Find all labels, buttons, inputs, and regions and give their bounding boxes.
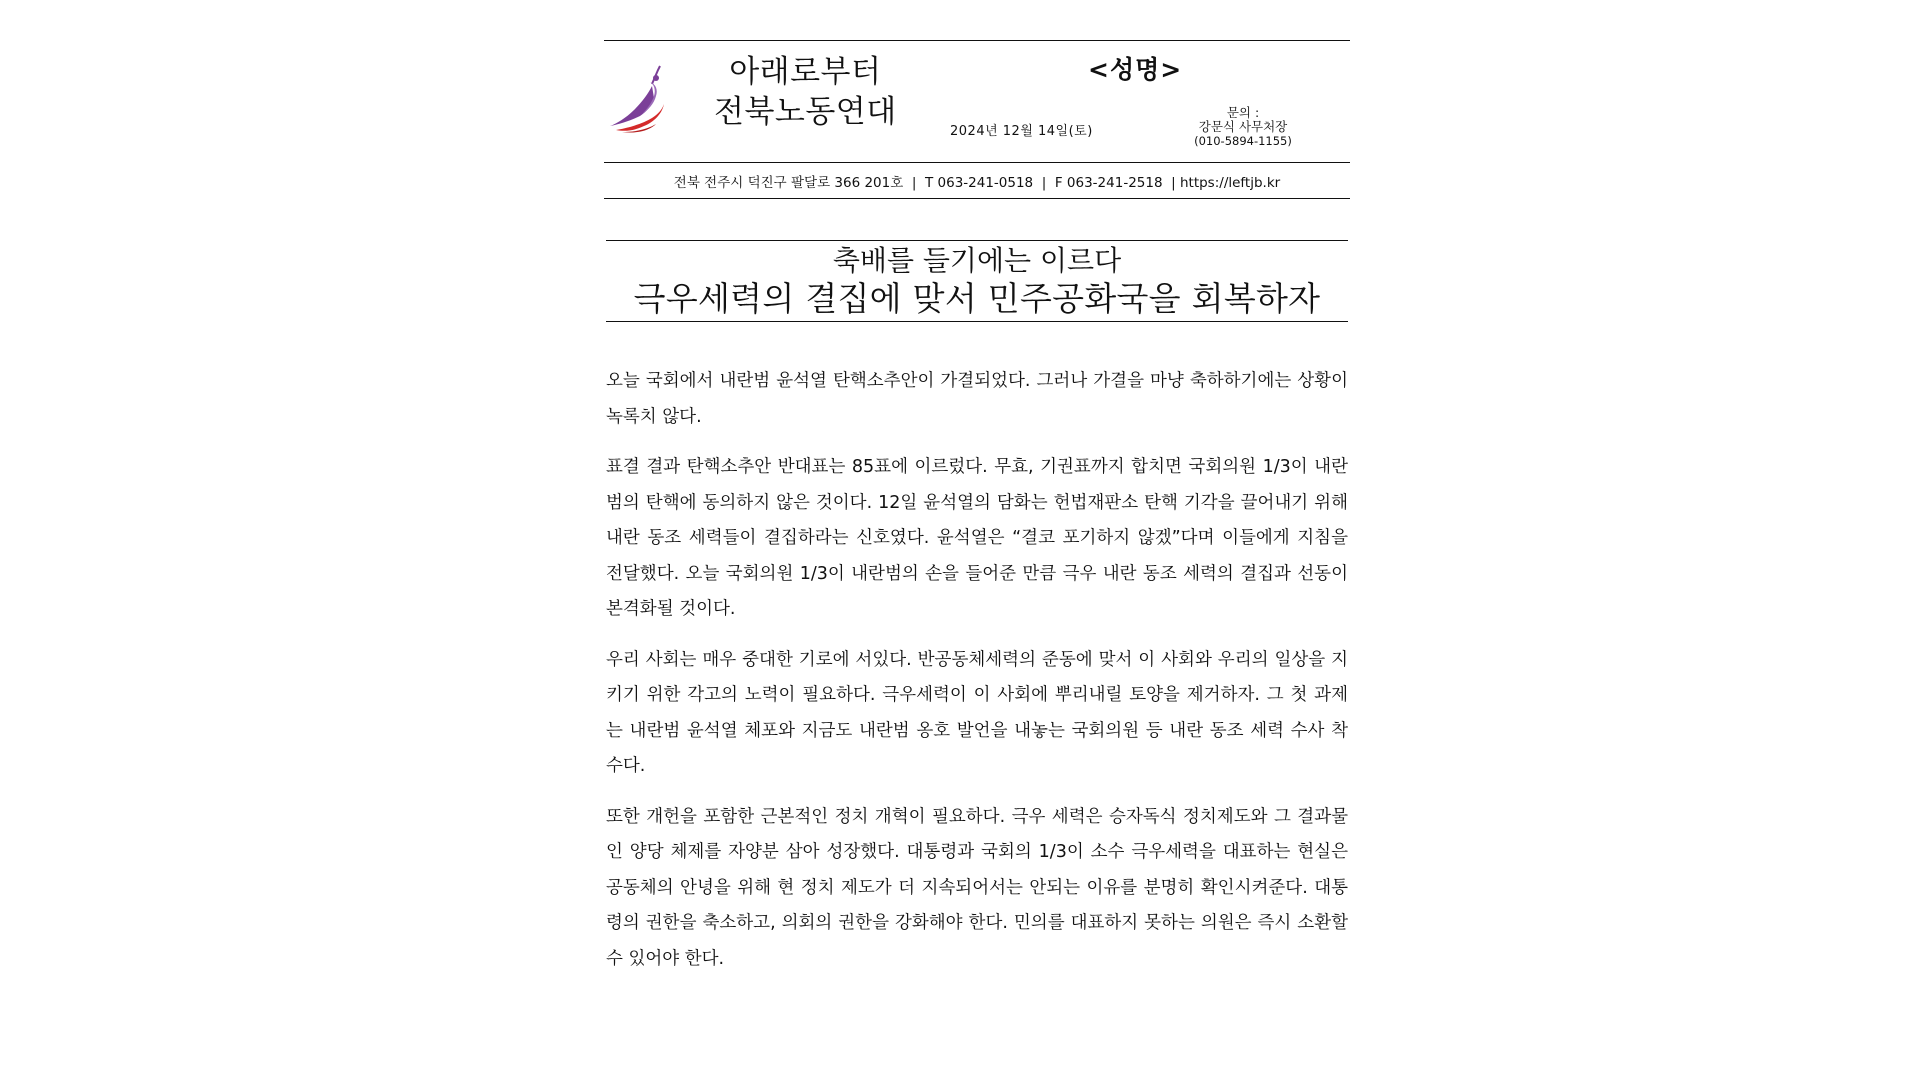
org-name-line2: 전북노동연대 [714,94,897,130]
paragraph: 표결 결과 탄핵소추안 반대표는 85표에 이르렀다. 무효, 기권표까지 합치면 국회의원 1/3이 내란범의 탄핵에 동의하지 않은 것이다. 12일 윤석열의 담화는 헌법재판소 탄핵 기각을 끌어내기 위해 내란 동조 세력들이 결집하라는 신호였다. 윤석열은 “결코 포기하지 않겠”다며 이들에게 지침을 전달했다. 오늘 국회의원 1/3이 내란범의 손을 들어준 만큼 극우 내란 동조 세력의 결집과 선동이 본격화될 것이다. [606,457,1348,619]
paragraph: 우리 사회는 매우 중대한 기로에 서있다. 반공동체세력의 준동에 맞서 이 사회와 우리의 일상을 지키기 위한 각고의 노력이 필요하다. 극우세력이 이 사회에 뿌리내릴 토양을 제거하자. 그 첫 과제는 내란범 윤석열 체포와 지금도 내란범 옹호 발언을 내놓는 국회의원 등 내란 동조 세력 수사 착수다. [606,649,1348,776]
title-block [606,240,1348,322]
statement-body [606,364,1348,992]
issue-date: 2024년 12월 14일(토) [950,124,1093,139]
document-type-label: <성명> [1088,55,1183,84]
address-bar: 전북 전주시 덕진구 팔달로 366 201호 | T 063-241-0518 | F 063-241-2518 | https://leftjb.kr [673,175,1281,191]
paragraph: 또한 개헌을 포함한 근본적인 정치 개혁이 필요하다. 극우 세력은 승자독식 정치제도와 그 결과물인 양당 체제를 자양분 삼아 성장했다. 대통령과 국회의 1/3이 소수 극우세력을 대표하는 현실은 공동체의 안녕을 위해 현 정치 제도가 더 지속되어서는 안되는 이유를 분명히 확인시켜준다. 대통령의 권한을 축소하고, 의회의 권한을 강화해야 한다. 민의를 대표하지 못하는 의원은 즉시 소환할 수 있어야 한다. [606,806,1348,969]
contact-info [1186,106,1300,148]
org-name-line1: 아래로부터 [729,54,882,90]
header-top-rule [604,40,1350,41]
paragraph: 오늘 국회에서 내란범 윤석열 탄핵소추안이 가결되었다. 그러나 가결을 마냥 축하하기에는 상황이 녹록치 않다. [606,371,1348,427]
contact-name: 강문식 사무처장 [1198,119,1288,134]
contact-label: 문의 : [1226,105,1260,120]
address-bottom-rule [604,198,1350,199]
flag-bearer-logo-icon [608,64,678,134]
contact-phone: (010-5894-1155) [1194,134,1292,148]
address-top-rule [604,162,1350,163]
headline: 극우세력의 결집에 맞서 민주공화국을 회복하자 [633,279,1321,318]
organization-name [714,52,897,132]
subtitle: 축배를 들기에는 이르다 [832,244,1122,277]
